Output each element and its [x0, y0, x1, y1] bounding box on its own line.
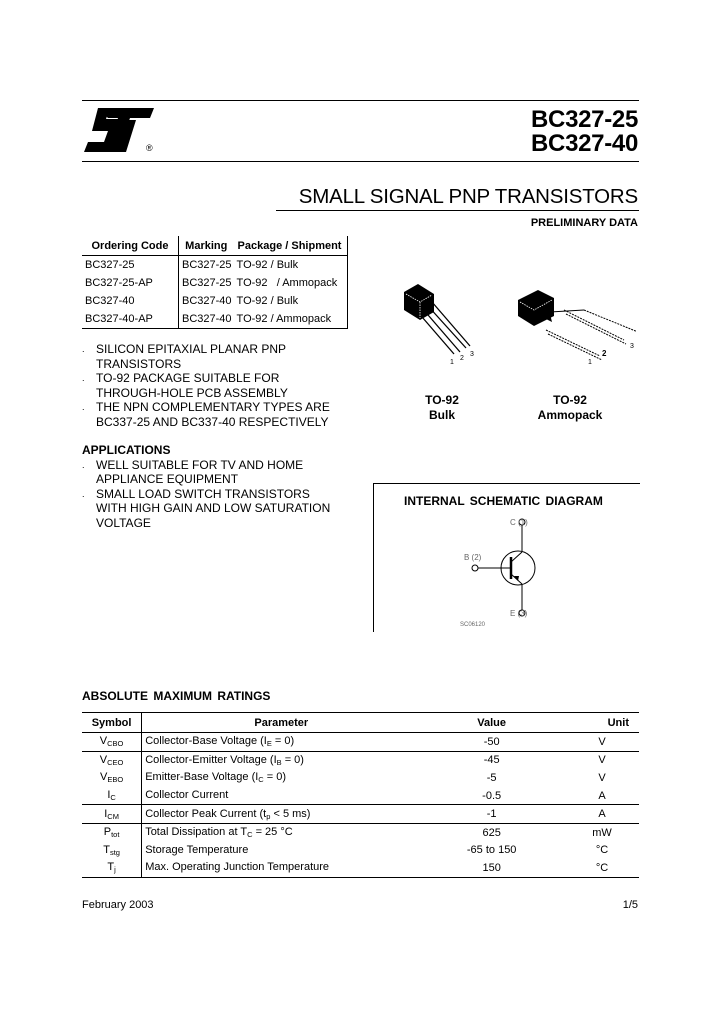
- package-variant: Bulk: [428, 408, 455, 422]
- list-item: [82, 342, 372, 371]
- table-row: [82, 292, 348, 310]
- symbol-cell: $V_{CBO}$: [82, 733, 142, 752]
- list-item: [82, 458, 372, 487]
- features-list: [82, 342, 372, 530]
- symbol-cell: $T_{stg}$: [82, 842, 142, 860]
- unit-cell: V: [565, 751, 639, 769]
- marking: BC327-25: [179, 256, 234, 275]
- header-ordering-code: Ordering Code: [82, 236, 179, 256]
- header-symbol: Symbol: [82, 713, 142, 733]
- header-bottom-rule: [82, 161, 639, 162]
- list-item: [82, 400, 372, 429]
- svg-text:2: 2: [602, 349, 607, 358]
- package: TO-92 / Bulk: [234, 256, 348, 275]
- pnp-transistor-schematic-icon: [456, 512, 586, 628]
- feature-line: THROUGH-HOLE PCB ASSEMBLY: [96, 385, 288, 400]
- ordering-code: BC327-25-AP: [82, 274, 179, 292]
- unit-cell: °C: [565, 859, 639, 877]
- unit-cell: A: [598, 789, 606, 802]
- schematic-title: INTERNAL SCHEMATIC DIAGRAM: [404, 494, 603, 508]
- svg-text:1: 1: [588, 359, 592, 366]
- parameter-cell: Total Dissipation at $T_C = 25$ °C: [142, 823, 419, 841]
- table-row: [82, 859, 639, 877]
- svg-text:2: 2: [460, 355, 464, 362]
- part-number-1: BC327-25: [531, 106, 638, 133]
- application-line: SMALL LOAD SWITCH TRANSISTORS: [96, 486, 310, 501]
- table-row: [82, 310, 348, 329]
- parameter-cell: Collector-Base Voltage $(I_E = 0)$: [142, 733, 419, 752]
- table-row: [82, 751, 639, 769]
- parameter-cell: Storage Temperature: [145, 843, 249, 856]
- application-line: WELL SUITABLE FOR TV AND HOME: [96, 457, 304, 472]
- symbol-cell: $I_{CM}$: [82, 805, 142, 824]
- feature-line: THE NPN COMPLEMENTARY TYPES ARE: [96, 400, 330, 414]
- feature-line: TO-92 PACKAGE SUITABLE FOR: [96, 371, 280, 385]
- to92-ammopack-package-icon: [514, 286, 636, 366]
- feature-line: SILICON EPITAXIAL PLANAR PNP: [96, 342, 287, 356]
- application-line: VOLTAGE: [96, 515, 151, 530]
- svg-text:C (1): C (1): [510, 518, 528, 527]
- package-name: TO-92: [425, 393, 459, 407]
- svg-text:SC06120: SC06120: [460, 622, 486, 628]
- package: TO-92 / Ammopack: [234, 274, 348, 292]
- value-cell: -65 to 150: [466, 844, 517, 857]
- parameter-cell: Collector Current: [145, 789, 229, 802]
- applications-heading: APPLICATIONS: [82, 443, 171, 457]
- table-row: [82, 733, 639, 752]
- unit-cell: V: [565, 733, 639, 752]
- svg-text:3: 3: [630, 343, 634, 350]
- value-cell: 625: [418, 823, 565, 841]
- part-number-2: BC327-40: [531, 130, 638, 157]
- value-cell: -1: [418, 805, 565, 824]
- unit-cell: mW: [565, 823, 639, 841]
- ordering-code: BC327-40: [82, 292, 179, 310]
- package: TO-92 / Bulk: [234, 292, 348, 310]
- bullet-icon: .: [82, 344, 85, 354]
- table-row: [82, 769, 639, 787]
- value-cell: -50: [418, 733, 565, 752]
- ratings-table: [82, 712, 639, 878]
- value-cell: -5: [486, 771, 497, 784]
- package-variant: Ammopack: [537, 408, 603, 422]
- header-package: Package / Shipment: [234, 236, 348, 256]
- bullet-icon: .: [82, 373, 85, 383]
- parameter-cell: Collector-Emitter Voltage $(I_B = 0)$: [142, 751, 419, 769]
- ordering-table-header: [82, 236, 348, 256]
- marking: BC327-40: [179, 292, 234, 310]
- feature-line: BC337-25 AND BC337-40 RESPECTIVELY: [96, 414, 329, 429]
- package-name: TO-92: [553, 393, 587, 407]
- header-marking: Marking: [179, 236, 234, 256]
- svg-text:1: 1: [450, 359, 454, 364]
- table-row: [82, 823, 639, 841]
- ordering-code: BC327-40-AP: [82, 310, 179, 329]
- application-line: APPLIANCE EQUIPMENT: [96, 472, 239, 486]
- document-title: SMALL SIGNAL PNP TRANSISTORS: [298, 185, 638, 208]
- ratings-header-row: [82, 713, 639, 733]
- symbol-cell: $V_{EBO}$: [82, 769, 142, 787]
- unit-cell: V: [598, 771, 606, 784]
- table-row: [82, 787, 639, 805]
- symbol-cell: $T_j$: [82, 859, 142, 877]
- marking: BC327-25: [179, 274, 234, 292]
- parameter-cell: Max. Operating Junction Temperature: [142, 859, 419, 877]
- parameter-cell: Collector Peak Current ($t_p < 5$ ms): [142, 805, 419, 824]
- ordering-table: [82, 236, 348, 329]
- page-number: 1/5: [622, 899, 638, 911]
- unit-cell: A: [565, 805, 639, 824]
- svg-text:B (2): B (2): [464, 553, 482, 562]
- value-cell: -0.5: [482, 789, 502, 802]
- table-row: [82, 274, 348, 292]
- ordering-code: BC327-25: [82, 256, 179, 275]
- header-top-rule: [82, 100, 639, 101]
- bullet-icon: .: [82, 459, 85, 470]
- package-caption-bulk: [402, 393, 482, 423]
- footer-date: February 2003: [82, 899, 154, 911]
- registered-mark: ®: [146, 143, 153, 153]
- header-value: Value: [418, 713, 565, 733]
- list-item: [82, 371, 372, 400]
- unit-cell: °C: [595, 844, 609, 857]
- feature-line: TRANSISTORS: [96, 356, 182, 371]
- to92-bulk-package-icon: [396, 282, 492, 364]
- value-cell: -45: [418, 751, 565, 769]
- value-cell: 150: [418, 859, 565, 877]
- title-rule: [276, 210, 639, 211]
- marking: BC327-40: [179, 310, 234, 329]
- bullet-icon: .: [82, 402, 85, 412]
- symbol-cell: $V_{CEO}$: [82, 751, 142, 769]
- table-row: [82, 256, 348, 275]
- header-unit: Unit: [565, 713, 639, 733]
- symbol-cell: $P_{tot}$: [82, 823, 142, 841]
- svg-text:3: 3: [470, 351, 474, 358]
- svg-text:E (3): E (3): [510, 609, 528, 618]
- table-row: [82, 842, 639, 860]
- preliminary-data-label: PRELIMINARY DATA: [530, 217, 638, 229]
- header-parameter: Parameter: [142, 713, 419, 733]
- table-row: [82, 805, 639, 824]
- package-caption-ammopack: [526, 393, 614, 423]
- parameter-cell: Emitter-Base Voltage $(I_C = 0)$: [145, 771, 287, 785]
- symbol-cell: $I_C$: [82, 787, 142, 805]
- application-line: WITH HIGH GAIN AND LOW SATURATION: [96, 501, 331, 515]
- package: TO-92 / Ammopack: [234, 310, 348, 329]
- ratings-title: ABSOLUTE MAXIMUM RATINGS: [82, 689, 271, 703]
- list-item: [82, 487, 372, 531]
- bullet-icon: .: [82, 488, 85, 499]
